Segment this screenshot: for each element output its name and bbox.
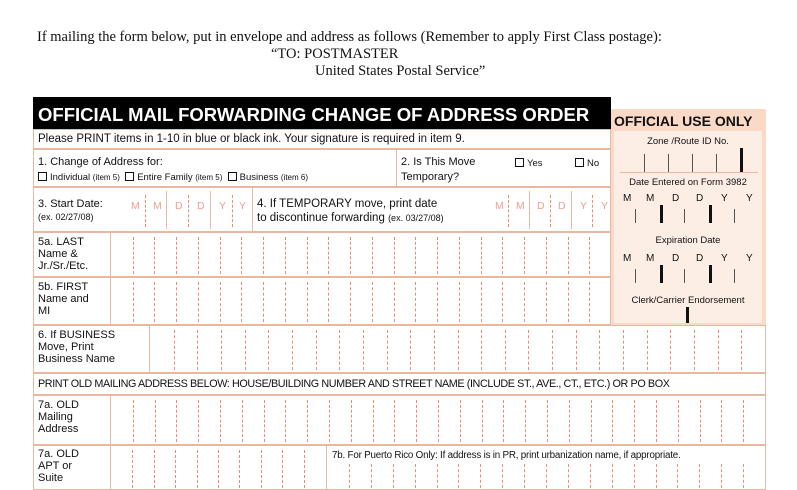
date-placeholder: D — [175, 200, 183, 212]
cell-divider — [197, 450, 198, 488]
date-letter: D — [672, 193, 680, 204]
cell-divider — [623, 330, 624, 370]
cell-divider — [393, 464, 394, 488]
cell-divider — [647, 330, 648, 370]
option-individual: Individual — [50, 172, 91, 183]
no-label: No — [587, 158, 600, 169]
old-address-header: PRINT OLD MAILING ADDRESS BELOW: HOUSE/BUILDING NUMBER AND STREET NAME (INCLUDE ST., AVE., CT., ETC.) OR PO BOX — [38, 378, 670, 390]
cell-divider — [634, 400, 635, 442]
individual-checkbox[interactable] — [38, 172, 47, 181]
cell-divider — [505, 330, 506, 370]
cell-divider — [524, 282, 525, 322]
option-note: (item 5) — [92, 173, 120, 182]
date-letter: D — [696, 253, 704, 264]
cell-divider — [415, 237, 416, 274]
cell-divider — [525, 400, 526, 442]
cell-divider — [350, 282, 351, 322]
cell-divider — [307, 282, 308, 322]
label-line: 6. If BUSINESS — [38, 329, 116, 341]
label-line: 5b. FIRST — [38, 281, 89, 293]
items-3-4-row — [33, 187, 611, 232]
cell-divider — [282, 450, 283, 488]
date-placeholder: Y — [601, 200, 609, 212]
label-line: 5a. LAST — [38, 236, 84, 248]
cell-divider — [434, 330, 435, 370]
cell-divider — [133, 282, 134, 322]
cell-divider — [576, 330, 577, 370]
cell-divider — [176, 237, 177, 274]
cell-divider — [547, 400, 548, 442]
item2-label-2: Temporary? — [401, 171, 460, 183]
cell-divider — [220, 400, 221, 442]
cell-divider — [197, 330, 198, 370]
urbanization-input[interactable] — [327, 464, 765, 488]
business-checkbox[interactable] — [228, 172, 237, 181]
instructions-line: If mailing the form below, put in envelope and address as follows (Remember to apply First Class postage): — [37, 29, 662, 45]
cell-divider — [363, 330, 364, 370]
business-name-row — [33, 325, 766, 373]
cell-divider — [307, 237, 308, 274]
option-business: Business — [239, 172, 279, 183]
cell-divider — [502, 237, 503, 274]
usps-line: United States Postal Service” — [315, 63, 486, 79]
cell-divider — [175, 450, 176, 488]
cell-divider — [721, 400, 722, 442]
cell-divider — [590, 464, 591, 488]
cell-divider — [245, 330, 246, 370]
date-letter: M — [623, 193, 632, 204]
cell-divider — [656, 464, 657, 488]
cell-divider — [437, 464, 438, 488]
cell-divider — [568, 464, 569, 488]
cell-divider — [458, 464, 459, 488]
item3-example: (ex. 02/27/08) — [38, 212, 94, 222]
cell-divider — [329, 400, 330, 442]
cell-divider — [546, 282, 547, 322]
cell-divider — [268, 330, 269, 370]
first-name-input[interactable] — [111, 282, 611, 322]
old-apt-row — [33, 445, 766, 490]
item4-label-2-text: to discontinue forwarding — [257, 212, 385, 224]
cell-divider — [458, 330, 459, 370]
cell-divider — [373, 400, 374, 442]
cell-divider — [132, 450, 133, 488]
cell-divider — [261, 450, 262, 488]
first-name-row — [33, 277, 611, 325]
cell-divider — [372, 282, 373, 322]
cell-divider — [133, 237, 134, 274]
endorsement-mark — [686, 307, 689, 323]
zone-route-label: Zone /Route ID No. — [647, 136, 729, 147]
item6-label — [38, 329, 115, 365]
item5b-label — [38, 281, 89, 317]
label-line: Name & — [38, 248, 78, 260]
temporary-yes[interactable] — [515, 158, 543, 169]
date-letter: Y — [746, 193, 753, 204]
label-line: Suite — [38, 472, 64, 484]
old-apt-input[interactable] — [111, 450, 325, 488]
mailing-instructions — [37, 29, 662, 79]
old-mailing-address-input[interactable] — [111, 400, 765, 442]
cell-divider — [438, 400, 439, 442]
cell-divider — [307, 400, 308, 442]
option-note: (item 5) — [195, 173, 223, 182]
cell-divider — [416, 400, 417, 442]
cell-divider — [437, 282, 438, 322]
label-line: Name and — [38, 293, 89, 305]
date-letter: M — [623, 253, 632, 264]
item1-options — [38, 172, 308, 183]
cell-divider — [612, 464, 613, 488]
zone-route-input[interactable] — [620, 148, 758, 173]
cell-divider — [634, 464, 635, 488]
date-letter: M — [646, 253, 655, 264]
cell-divider — [154, 282, 155, 322]
postmaster-line: “TO: POSTMASTER — [271, 46, 399, 62]
cell-divider — [503, 400, 504, 442]
cell-divider — [242, 400, 243, 442]
form-title: OFFICIAL MAIL FORWARDING CHANGE OF ADDRESS ORDER — [38, 104, 590, 125]
date-letter: M — [646, 193, 655, 204]
item4-example: (ex. 03/27/08) — [388, 213, 444, 223]
cell-divider — [351, 400, 352, 442]
yes-label: Yes — [527, 158, 543, 169]
cell-divider — [741, 330, 742, 370]
label-line: Business Name — [38, 353, 116, 365]
cell-divider — [481, 237, 482, 274]
cell-divider — [285, 282, 286, 322]
expiration-label: Expiration Date — [655, 235, 721, 246]
item2-label-1: 2. Is This Move — [401, 156, 476, 168]
label-line: Mailing — [38, 411, 73, 423]
last-name-input[interactable] — [111, 237, 611, 274]
cell-divider — [349, 464, 350, 488]
cell-divider — [459, 282, 460, 322]
date-letter: Y — [721, 253, 728, 264]
cell-divider — [155, 400, 156, 442]
cell-divider — [263, 237, 264, 274]
form-title-bar — [33, 97, 611, 129]
label-line: APT or — [38, 460, 73, 472]
cell-divider — [394, 400, 395, 442]
cell-divider — [241, 282, 242, 322]
cell-divider — [328, 237, 329, 274]
date-placeholder: D — [558, 200, 566, 212]
entire-family-checkbox[interactable] — [125, 172, 134, 181]
yes-checkbox[interactable] — [515, 158, 524, 167]
cell-divider — [410, 330, 411, 370]
cell-divider — [218, 450, 219, 488]
item4-label-1: 4. If TEMPORARY move, print date — [257, 198, 438, 210]
date-placeholder: D — [197, 200, 205, 212]
item7a-apt-label — [38, 448, 79, 484]
cell-divider — [721, 464, 722, 488]
cell-divider — [743, 400, 744, 442]
item5a-label — [38, 236, 88, 272]
date-placeholder: M — [153, 200, 162, 212]
cell-divider — [481, 330, 482, 370]
old-address-header-row — [33, 373, 766, 395]
option-entire-family: Entire Family — [137, 172, 193, 183]
official-use-fields — [614, 131, 762, 323]
cell-divider — [694, 330, 695, 370]
business-name-input[interactable] — [150, 330, 765, 370]
old-mailing-address-row — [33, 395, 766, 445]
cell-divider — [339, 330, 340, 370]
print-instructions: Please PRINT items in 1-10 in blue or black ink. Your signature is required in item 9. — [38, 133, 465, 145]
cell-divider — [700, 400, 701, 442]
date-placeholder: M — [516, 200, 525, 212]
cell-divider — [371, 464, 372, 488]
cell-divider — [133, 400, 134, 442]
cell-divider — [670, 330, 671, 370]
official-use-title: OFFICIAL USE ONLY — [614, 113, 753, 129]
cell-divider — [591, 400, 592, 442]
no-checkbox[interactable] — [575, 158, 584, 167]
cell-divider — [437, 237, 438, 274]
cell-divider — [589, 237, 590, 274]
cell-divider — [154, 237, 155, 274]
cell-divider — [589, 282, 590, 322]
date-letter: D — [672, 253, 680, 264]
endorsement-label: Clerk/Carrier Endorsement — [631, 295, 745, 306]
cell-divider — [220, 237, 221, 274]
cell-divider — [460, 400, 461, 442]
cell-divider — [524, 237, 525, 274]
cell-divider — [285, 400, 286, 442]
cell-divider — [415, 464, 416, 488]
cell-divider — [569, 400, 570, 442]
cell-divider — [285, 237, 286, 274]
cell-divider — [481, 282, 482, 322]
cell-divider — [198, 237, 199, 274]
cell-divider — [568, 237, 569, 274]
cell-divider — [552, 330, 553, 370]
label-line: Address — [38, 423, 79, 435]
date-letter: Y — [721, 193, 728, 204]
cell-divider — [524, 464, 525, 488]
cell-divider — [198, 400, 199, 442]
label-line: MI — [38, 305, 51, 317]
cell-divider — [174, 330, 175, 370]
cell-divider — [656, 400, 657, 442]
item1-label: 1. Change of Address for: — [38, 156, 163, 168]
date-placeholder: M — [131, 200, 140, 212]
temporary-no[interactable] — [575, 158, 599, 169]
date-placeholder: M — [495, 200, 504, 212]
cell-divider — [502, 282, 503, 322]
cell-divider — [415, 282, 416, 322]
cell-divider — [220, 282, 221, 322]
instruction-row — [33, 129, 611, 149]
date-letter: Y — [746, 253, 753, 264]
date-entered-input[interactable] — [620, 189, 758, 227]
item4-label-2 — [257, 212, 444, 224]
cell-divider — [482, 400, 483, 442]
cell-divider — [677, 464, 678, 488]
cell-divider — [546, 464, 547, 488]
cell-divider — [743, 464, 744, 488]
cell-divider — [264, 400, 265, 442]
cell-divider — [292, 330, 293, 370]
cell-divider — [198, 282, 199, 322]
cell-divider — [718, 330, 719, 370]
cell-divider — [699, 464, 700, 488]
cell-divider — [480, 464, 481, 488]
cell-divider — [263, 282, 264, 322]
label-line: Jr./Sr./Etc. — [38, 260, 89, 272]
option-note: (item 6) — [280, 173, 308, 182]
date-placeholder: Y — [580, 200, 588, 212]
cell-divider — [176, 400, 177, 442]
cell-divider — [502, 464, 503, 488]
date-letter: D — [696, 193, 704, 204]
cell-divider — [316, 330, 317, 370]
cell-divider — [459, 237, 460, 274]
cell-divider — [599, 330, 600, 370]
cell-divider — [546, 237, 547, 274]
end-date-input[interactable] — [484, 191, 612, 229]
cell-divider — [221, 330, 222, 370]
cell-divider — [350, 237, 351, 274]
cell-divider — [176, 282, 177, 322]
label-line: Move, Print — [38, 341, 94, 353]
last-name-row — [33, 232, 611, 277]
date-placeholder: D — [537, 200, 545, 212]
date-placeholder: Y — [239, 200, 247, 212]
cell-divider — [304, 450, 305, 488]
cell-divider — [568, 282, 569, 322]
cell-divider — [612, 400, 613, 442]
items-1-2-row — [33, 149, 611, 187]
label-line: 7a. OLD — [38, 448, 79, 460]
cell-divider — [154, 450, 155, 488]
cell-divider — [394, 237, 395, 274]
cell-divider — [678, 400, 679, 442]
label-line: 7a. OLD — [38, 399, 79, 411]
date-placeholder: Y — [219, 200, 227, 212]
cell-divider — [394, 282, 395, 322]
item7b-label: 7b. For Puerto Rico Only: If address is in PR, print urbanization name, if appropriate. — [332, 450, 681, 461]
cell-divider — [372, 237, 373, 274]
date-entered-label: Date Entered on Form 3982 — [629, 177, 747, 188]
start-date-input[interactable] — [120, 191, 252, 229]
cell-divider — [239, 450, 240, 488]
cell-divider — [241, 237, 242, 274]
item7a-label — [38, 399, 79, 435]
cell-divider — [328, 282, 329, 322]
cell-divider — [528, 330, 529, 370]
cell-divider — [387, 330, 388, 370]
item3-label: 3. Start Date: — [38, 198, 103, 210]
expiration-input[interactable] — [620, 247, 758, 285]
